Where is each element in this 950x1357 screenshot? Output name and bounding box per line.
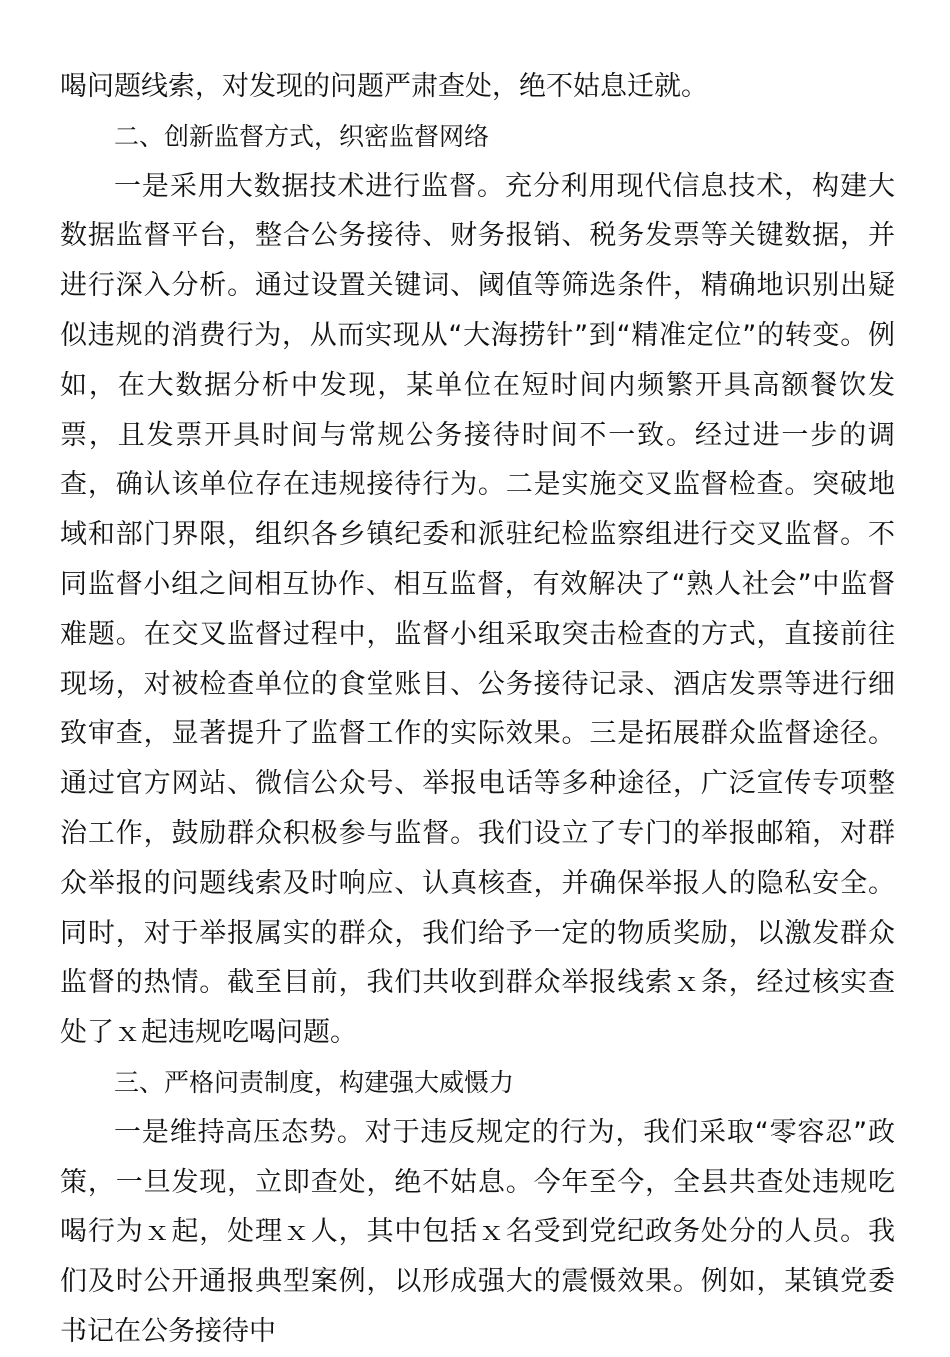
section-heading-2: 二、创新监督方式，织密监督网络: [114, 121, 490, 151]
paragraph-accountability: 一是维持高压态势。对于违反规定的行为，我们采取“零容忍”政策，一旦发现，立即查处，绝不姑息。今年至今，全县共查处违规吃喝行为ｘ起，处理ｘ人，其中包括ｘ名受到党纪政务处分的人员。我们及时公开通报典型案例，以形成强大的震慑效果。例如，某镇党委书记在公务接待中: [60, 1116, 895, 1347]
paragraph-continuation: 喝问题线索，对发现的问题严肃查处，绝不姑息迁就。: [60, 71, 708, 102]
paragraph-supervision-methods: 一是采用大数据技术进行监督。充分利用现代信息技术，构建大数据监督平台，整合公务接待、财务报销、税务发票等关键数据，并进行深入分析。通过设置关键词、阈值等筛选条件，精确地识别出疑似违规的消费行为，从而实现从“大海捞针”到“精准定位”的转变。例如，在大数据分析中发现，某单位在短时间内频繁开具高额餐饮发票，且发票开具时间与常规公务接待时间不一致。经过进一步的调查，确认该单位存在违规接待行为。二是实施交叉监督检查。突破地域和部门界限，组织各乡镇纪委和派驻纪检监察组进行交叉监督。不同监督小组之间相互协作、相互监督，有效解决了“熟人社会”中监督难题。在交叉监督过程中，监督小组采取突击检查的方式，直接前往现场，对被检查单位的食堂账目、公务接待记录、酒店发票等进行细致审查，显著提升了监督工作的实际效果。三是拓展群众监督途径。通过官方网站、微信公众号、举报电话等多种途径，广泛宣传专项整治工作，鼓励群众积极参与监督。我们设立了专门的举报邮箱，对群众举报的问题线索及时响应、认真核查，并确保举报人的隐私安全。同时，对于举报属实的群众，我们给予一定的物质奖励，以激发群众监督的热情。截至目前，我们共收到群众举报线索ｘ条，经过核实查处了ｘ起违规吃喝问题。: [60, 170, 895, 1049]
document-page: [60, 62, 895, 1357]
section-heading-3: 三、严格问责制度，构建强大威慑力: [114, 1067, 515, 1097]
